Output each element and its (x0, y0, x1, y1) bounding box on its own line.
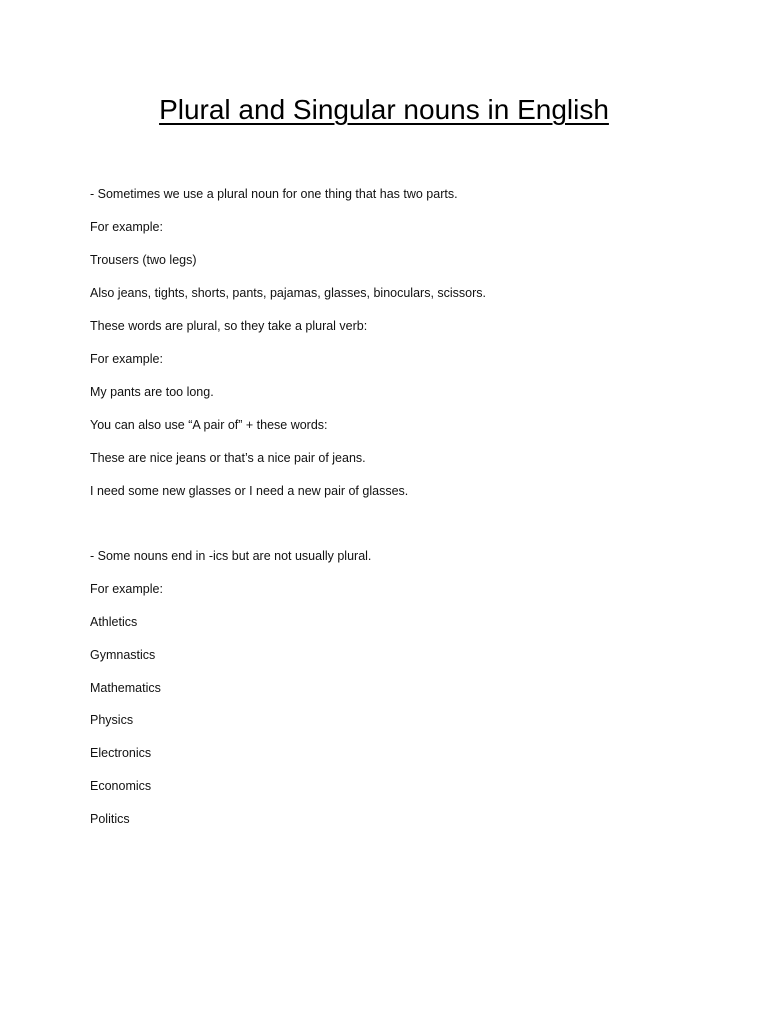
list-item: Mathematics (90, 681, 161, 695)
page-title: Plural and Singular nouns in English (159, 94, 609, 125)
list-item: Economics (90, 779, 152, 793)
section1-intro: - Sometimes we use a plural noun for one thing that has two parts. (90, 187, 458, 201)
list-item: Athletics (90, 615, 138, 629)
pair-of-note: You can also use “A pair of” + these words: (90, 418, 328, 432)
section2-intro: - Some nouns end in -ics but are not usually plural. (90, 549, 372, 563)
list-item: Electronics (90, 746, 152, 760)
list-item: Politics (90, 812, 130, 826)
example-pants: My pants are too long. (90, 385, 214, 399)
for-example-label: For example: (90, 220, 163, 234)
example-trousers: Trousers (two legs) (90, 253, 197, 267)
also-list: Also jeans, tights, shorts, pants, pajamas, glasses, binoculars, scissors. (90, 286, 487, 300)
plural-verb-note: These words are plural, so they take a plural verb: (90, 319, 368, 333)
example-jeans: These are nice jeans or that’s a nice pair of jeans. (90, 451, 366, 465)
for-example-label: For example: (90, 582, 163, 596)
list-item: Physics (90, 713, 134, 727)
list-item: Gymnastics (90, 648, 156, 662)
for-example-label: For example: (90, 352, 163, 366)
example-glasses: I need some new glasses or I need a new pair of glasses. (90, 484, 409, 498)
